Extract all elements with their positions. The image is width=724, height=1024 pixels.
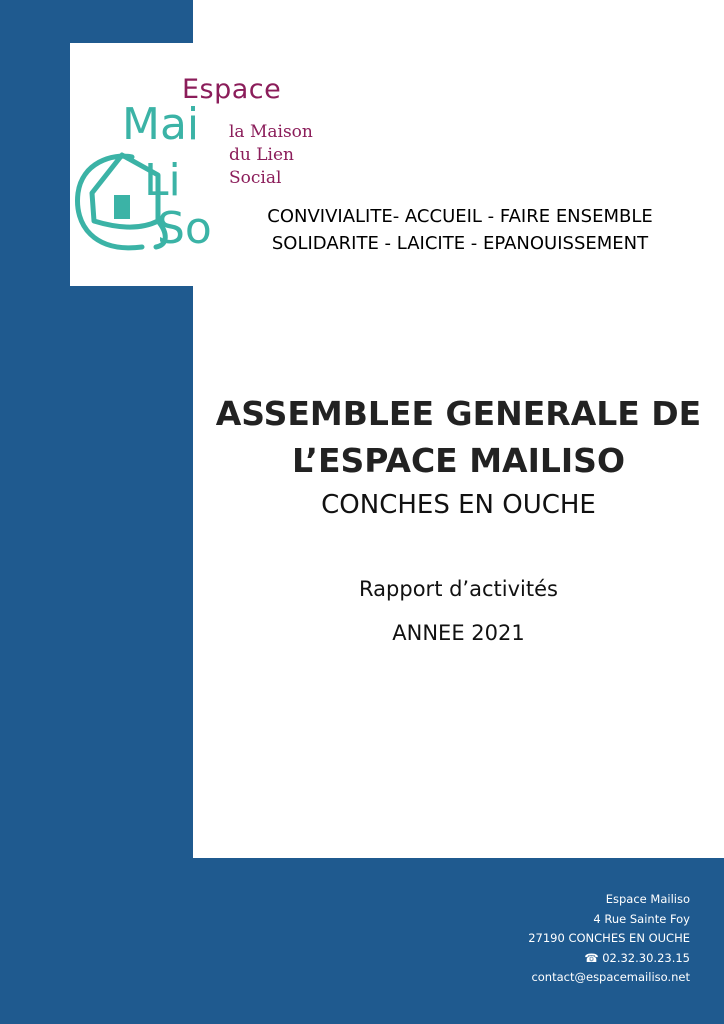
contact-name: Espace Mailiso <box>605 892 690 906</box>
logo-tagline-line: Social <box>229 168 282 188</box>
logo-li-text: Li <box>144 155 181 206</box>
document-title-line-1: ASSEMBLEE GENERALE DE <box>215 394 702 433</box>
logo-mai-text: Mai <box>122 99 200 150</box>
report-year: ANNEE 2021 <box>392 621 525 645</box>
contact-email: contact@espacemailiso.net <box>531 970 690 984</box>
contact-phone-row <box>528 949 690 969</box>
contact-block <box>528 890 690 988</box>
document-title-line-2: L’ESPACE MAILISO <box>291 441 625 480</box>
report-label: Rapport d’activités <box>359 577 558 601</box>
values-line-2: SOLIDARITE - LAICITE - EPANOUISSEMENT <box>271 233 649 254</box>
contact-city: 27190 CONCHES EN OUCHE <box>528 931 690 945</box>
logo-so-text: So <box>157 203 212 254</box>
contact-phone: 02.32.30.23.15 <box>602 950 690 965</box>
values-line-1: CONVIVIALITE- ACCUEIL - FAIRE ENSEMBLE <box>267 206 653 227</box>
logo-tagline-line: du Lien <box>229 145 294 165</box>
logo-tagline-line: la Maison <box>229 122 313 142</box>
contact-street: 4 Rue Sainte Foy <box>593 911 690 926</box>
phone-icon: ☎ <box>584 950 599 965</box>
document-subtitle: CONCHES EN OUCHE <box>321 490 596 520</box>
logo-espace-text: Espace <box>182 74 282 105</box>
